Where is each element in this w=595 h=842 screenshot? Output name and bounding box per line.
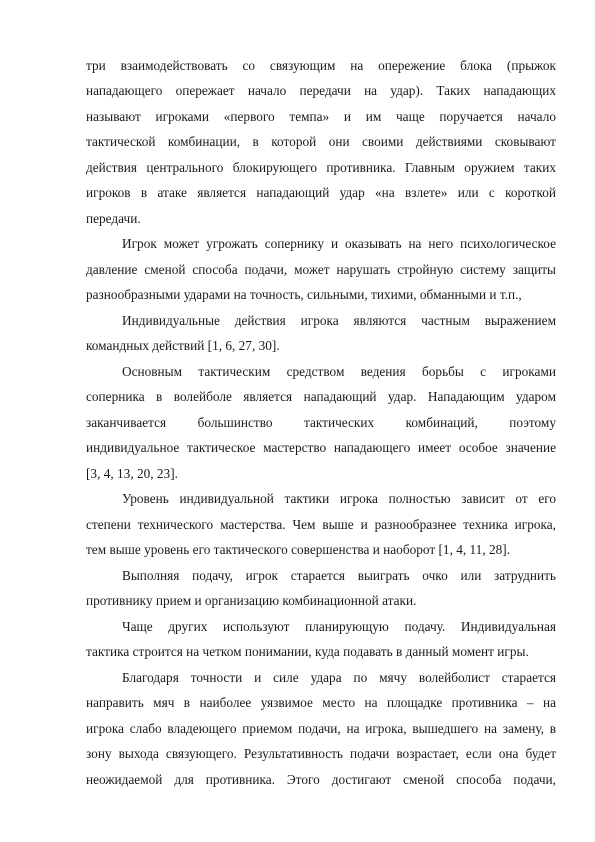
text-line: разнообразными ударами на точность, сильными, тихими, обманными и т.п., xyxy=(86,287,522,302)
text-line: тем выше уровень его тактического совершенства и наоборот [1, 4, 11, 28]. xyxy=(86,542,511,557)
text-line: индивидуальное тактическое мастерство нападающего имеет особое значение xyxy=(86,440,556,455)
text-line: направить мяч в наиболее уязвимое место на площадке противника – на xyxy=(86,695,556,710)
text-line: степени технического мастерства. Чем выше и разнообразнее техника игрока, xyxy=(86,517,556,532)
text-line: зону выхода связующего. Результативность подачи возрастает, если она будет xyxy=(86,746,556,761)
text-line: давление сменой способа подачи, может нарушать стройную систему защиты xyxy=(86,262,556,277)
paragraph-first-line: Выполняя подачу, игрок старается выиграть очко или затруднить xyxy=(122,568,556,583)
text-line: действия центрального блокирующего противника. Главным оружием таких xyxy=(86,160,556,175)
text-line: нападающего опережает начало передачи на удар). Таких нападающих xyxy=(86,83,556,98)
text-line: тактика строится на четком понимании, куда подавать в данный момент игры. xyxy=(86,644,529,659)
text-line: заканчивается большинство тактических комбинаций, поэтому xyxy=(86,415,556,430)
paragraph-first-line: Игрок может угрожать сопернику и оказывать на него психологическое xyxy=(122,236,556,251)
paragraph-first-line: Основным тактическим средством ведения борьбы с игроками xyxy=(122,364,556,379)
text-line: командных действий [1, 6, 27, 30]. xyxy=(86,338,280,353)
paragraph-first-line: Индивидуальные действия игрока являются частным выражением xyxy=(122,313,556,328)
paragraph-first-line: Уровень индивидуальной тактики игрока полностью зависит от его xyxy=(122,491,556,506)
text-line: соперника в волейболе является нападающий удар. Нападающим ударом xyxy=(86,389,556,404)
text-line: называют игроками «первого темпа» и им чаще поручается начало xyxy=(86,109,556,124)
text-line: игроков в атаке является нападающий удар «на взлете» или с короткой xyxy=(86,185,556,200)
text-line: неожидаемой для противника. Этого достигают сменой способа подачи, xyxy=(86,772,556,787)
paragraph-first-line: Благодаря точности и силе удара по мячу волейболист старается xyxy=(122,670,556,685)
text-line: передачи. xyxy=(86,211,141,226)
text-line: противнику прием и организацию комбинационной атаки. xyxy=(86,593,417,608)
text-line: игрока слабо владеющего приемом подачи, на игрока, вышедшего на замену, в xyxy=(86,721,556,736)
text-line: три взаимодействовать со связующим на опережение блока (прыжок xyxy=(86,58,556,73)
text-line: [3, 4, 13, 20, 23]. xyxy=(86,466,178,481)
paragraph-first-line: Чаще других используют планирующую подачу. Индивидуальная xyxy=(122,619,556,634)
text-line: тактической комбинации, в которой они своими действиями сковывают xyxy=(86,134,556,149)
